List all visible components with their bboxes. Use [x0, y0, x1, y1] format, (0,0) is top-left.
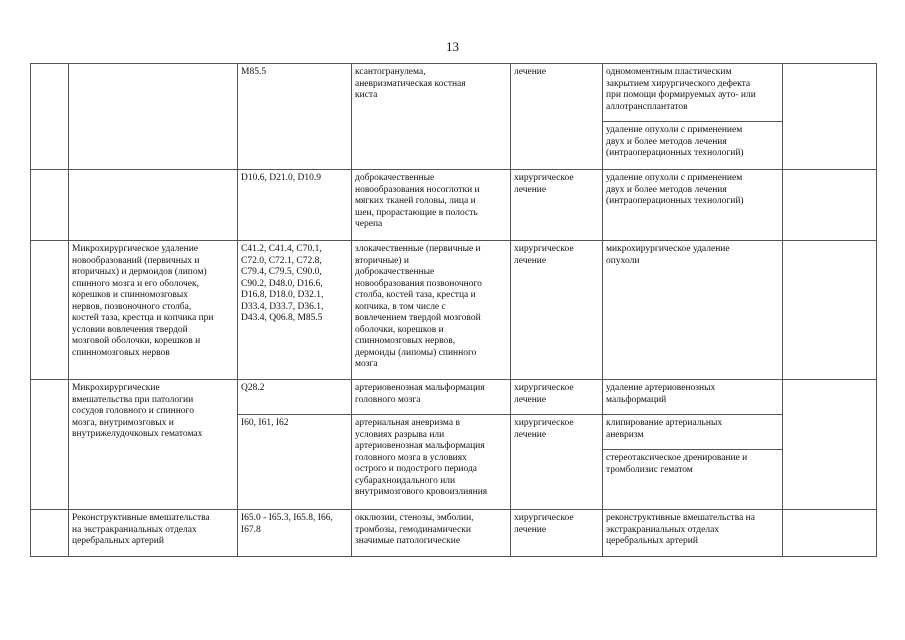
table-row — [31, 241, 877, 380]
number-cell — [31, 380, 69, 510]
extra-cell — [783, 64, 877, 170]
treatment-table — [30, 63, 877, 557]
method-cell: одномоментным пластическим закрытием хирургического дефекта при помощи формируемых ауто- или аллотрансплантатов — [603, 64, 783, 122]
procedure-cell — [69, 64, 238, 170]
method-cell: микрохирургическое удаление опухоли — [603, 241, 783, 380]
treatment-type-cell: хирургическое лечение — [511, 241, 603, 380]
diagnosis-cell: ксантогранулема, аневризматическая костная киста — [352, 64, 511, 170]
treatment-type-cell: хирургическое лечение — [511, 415, 603, 510]
extra-cell — [783, 510, 877, 557]
number-cell — [31, 64, 69, 170]
method-cell: удаление опухоли с применением двух и более методов лечения (интраоперационных технологий) — [603, 170, 783, 241]
diagnosis-cell: артериальная аневризма в условиях разрыва или артериовенозная мальформация головного мозга в условиях острого и подострого периода субарахноидального или внутримозгового кровоизлияния — [352, 415, 511, 510]
codes-cell: D10.6, D21.0, D10.9 — [238, 170, 352, 241]
number-cell — [31, 510, 69, 557]
treatment-type-cell: хирургическое лечение — [511, 380, 603, 415]
codes-cell: I65.0 - I65.3, I65.8, I66, I67.8 — [238, 510, 352, 557]
diagnosis-cell: окклюзии, стенозы, эмболии, тромбозы, гемодинамически значимые патологические — [352, 510, 511, 557]
codes-cell: M85.5 — [238, 64, 352, 170]
method-cell: удаление артериовенозных мальформаций — [603, 380, 783, 415]
codes-cell: C41.2, C41.4, C70.1, C72.0, C72.1, C72.8, C79.4, C79.5, C90.0, C90.2, D48.0, D16.6, D16.8, D18.0, D32.1, D33.4, D33.7, D36.1, D43.4, Q06.8, M85.5 — [238, 241, 352, 380]
treatment-type-cell: хирургическое лечение — [511, 170, 603, 241]
table-row — [31, 64, 877, 122]
table-row — [31, 510, 877, 557]
number-cell — [31, 170, 69, 241]
procedure-cell: Реконструктивные вмешательства на экстракраниальных отделах церебральных артерий — [69, 510, 238, 557]
method-cell: клипирование артериальных аневризм — [603, 415, 783, 450]
method-cell: реконструктивные вмешательства на экстракраниальных отделах церебральных артерий — [603, 510, 783, 557]
codes-cell: Q28.2 — [238, 380, 352, 415]
extra-cell — [783, 170, 877, 241]
codes-cell: I60, I61, I62 — [238, 415, 352, 510]
table-row — [31, 170, 877, 241]
diagnosis-cell: злокачественные (первичные и вторичные) и доброкачественные новообразования позвоночного столба, костей таза, крестца и копчика, в том числе с вовлечением твердой мозговой оболочки, корешков и спинномозговых нервов, дермоиды (липомы) спинного мозга — [352, 241, 511, 380]
treatment-type-cell: лечение — [511, 64, 603, 170]
method-cell: удаление опухоли с применением двух и более методов лечения (интраоперационных технологий) — [603, 122, 783, 170]
page-number: 13 — [446, 39, 459, 54]
procedure-cell — [69, 170, 238, 241]
extra-cell — [783, 380, 877, 510]
number-cell — [31, 241, 69, 380]
procedure-cell: Микрохирургическое удаление новообразований (первичных и вторичных) и дермоидов (липом) спинного мозга и его оболочек, корешков и спинномозговых нервов, позвоночного столба, костей таза, крестца и копчика при условии вовлечения твердой мозговой оболочки, корешков и спинномозговых нервов — [69, 241, 238, 380]
extra-cell — [783, 241, 877, 380]
treatment-type-cell: хирургическое лечение — [511, 510, 603, 557]
table-row — [31, 380, 877, 415]
diagnosis-cell: артериовенозная мальформация головного мозга — [352, 380, 511, 415]
diagnosis-cell: доброкачественные новообразования носоглотки и мягких тканей головы, лица и шеи, прорастающие в полость черепа — [352, 170, 511, 241]
method-cell: стереотаксическое дренирование и тромболизис гематом — [603, 450, 783, 510]
procedure-cell: Микрохирургические вмешательства при патологии сосудов головного и спинного мозга, внутримозговых и внутрижелудочковых гематомах — [69, 380, 238, 510]
